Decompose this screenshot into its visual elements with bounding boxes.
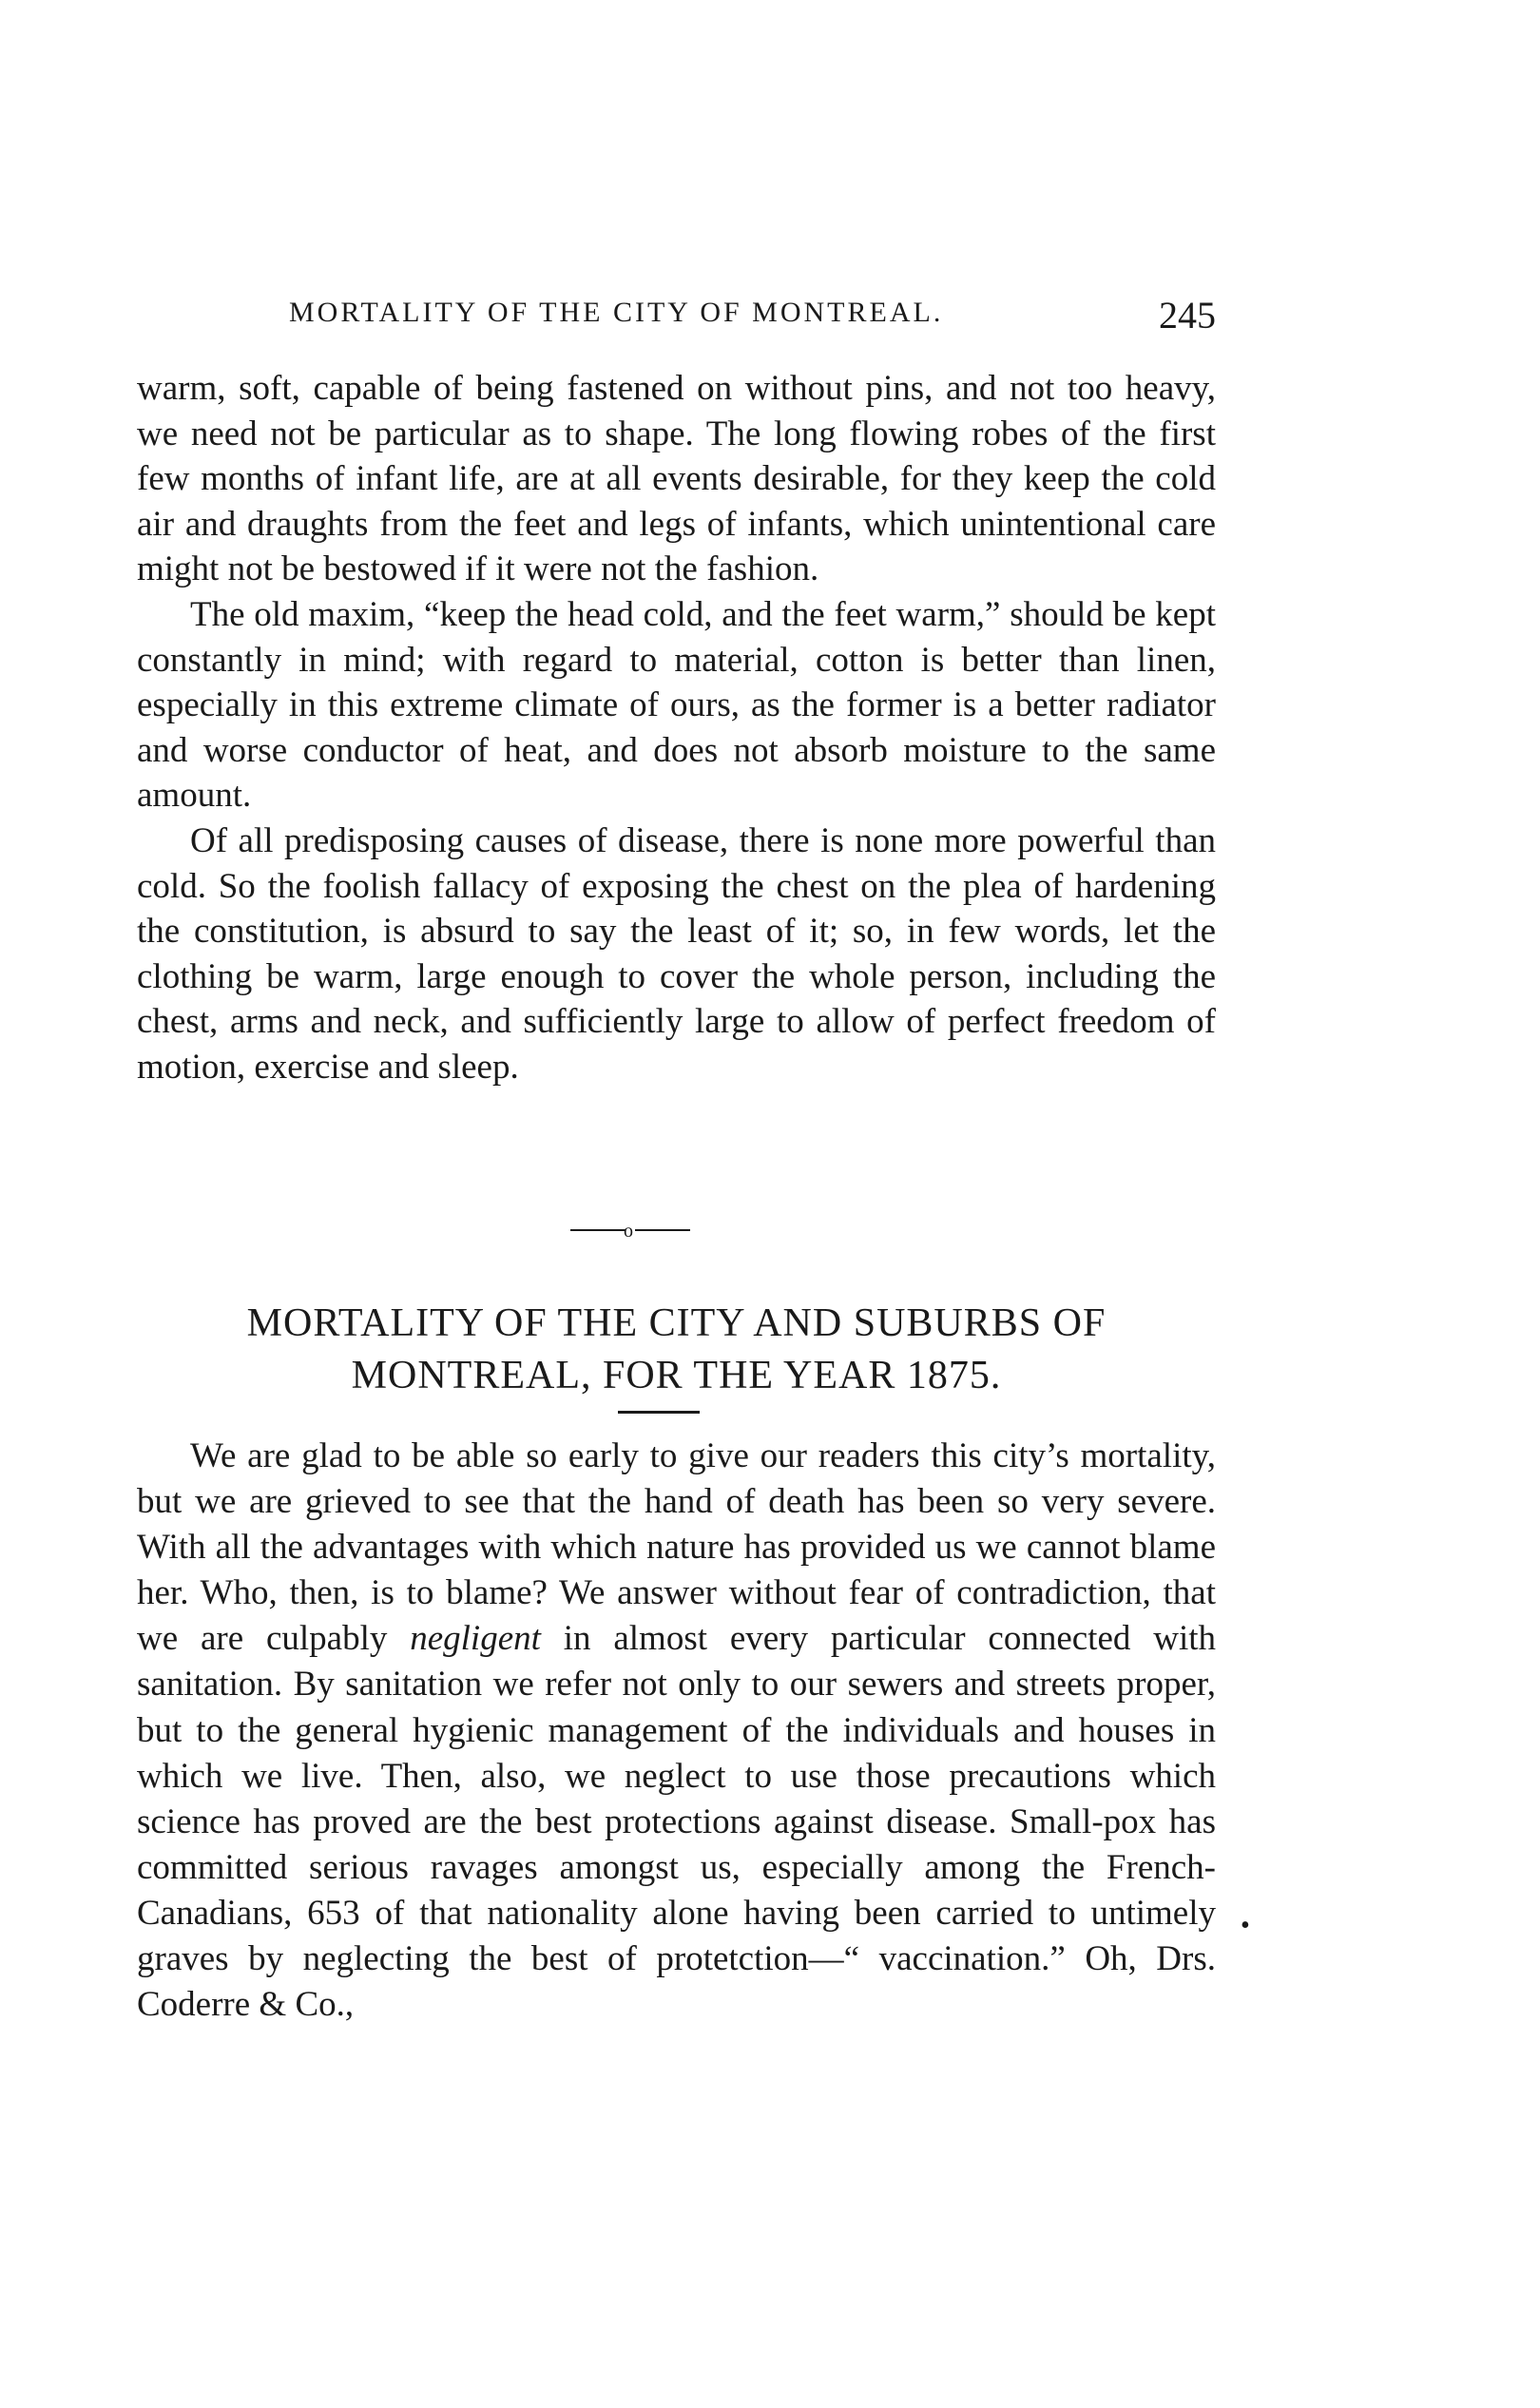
paragraph-old-maxim: The old maxim, “keep the head cold, and the feet warm,” should be kept constantly in mind; with regard to material, cotton is better than linen, especially in this extreme climate of ours, as the former is a better radiator and worse conductor of heat, and does not absorb moisture to the same amount. — [137, 594, 1216, 816]
top-section-text — [137, 366, 1216, 1090]
paragraph-predisposing-causes: Of all predisposing causes of disease, there is none more powerful than cold. So the foolish fallacy of exposing the chest on the plea of hardening the constitution, is absurd to say the least of it; so, in few words, let the clothing be warm, large enough to cover the whole person, including the chest, arms and neck, and sufficiently large to allow of perfect freedom of motion, exercise and sleep. — [137, 820, 1216, 1087]
section-heading-line-2: MONTREAL, FOR THE YEAR 1875. — [351, 1354, 1002, 1397]
mortality-text-start: We are glad to be able so early to give our readers this city’s mortality, but we are grieved to see that the hand of death has been so very severe. With all the advantages with which nature has provided us we cannot blame her. Who, then, is to blame? We answer without fear of contradiction, that we are culpably — [137, 1436, 1216, 1659]
running-head — [137, 294, 1216, 354]
bottom-section-text — [137, 1434, 1216, 2028]
paragraph-mortality — [137, 1434, 1216, 2028]
section-heading — [137, 1298, 1216, 1402]
section-divider-ornament — [494, 1211, 760, 1249]
ornament-left-rule — [570, 1229, 626, 1231]
ornament-right-rule — [635, 1229, 690, 1231]
page-number: 245 — [1159, 294, 1216, 337]
mortality-text-end: in almost every particular connected with sanitation. By sanitation we refer not only to our sewers and streets proper, but to the general hygienic management of the individuals and houses in which we live. Then, also, we neglect to use those precautions which science has proved are the best protections against disease. Small-pox has committed serious ravages amongst us, especially among the French-Canadians, 653 of that nationality alone having been carried to untimely graves by neglecting the best of protetction—“ vaccination.” Oh, Drs. Coderre & Co., — [137, 1619, 1217, 2025]
emphasis-negligent: negligent — [410, 1619, 541, 1659]
ornament-circle: o — [624, 1221, 633, 1242]
heading-underline-rule — [618, 1411, 700, 1414]
running-title: MORTALITY OF THE CITY OF MONTREAL. — [289, 297, 944, 328]
section-heading-line-1: MORTALITY OF THE CITY AND SUBURBS OF — [246, 1301, 1107, 1345]
margin-mark: • — [1241, 1911, 1250, 1940]
paragraph-clothing: warm, soft, capable of being fastened on without pins, and not too heavy, we need not be particular as to shape. The long flowing robes of the first few months of infant life, are at all events desirable, for they keep the cold air and draughts from the feet and legs of infants, which unintentional care might not be bestowed if it were not the fashion. — [137, 369, 1216, 589]
